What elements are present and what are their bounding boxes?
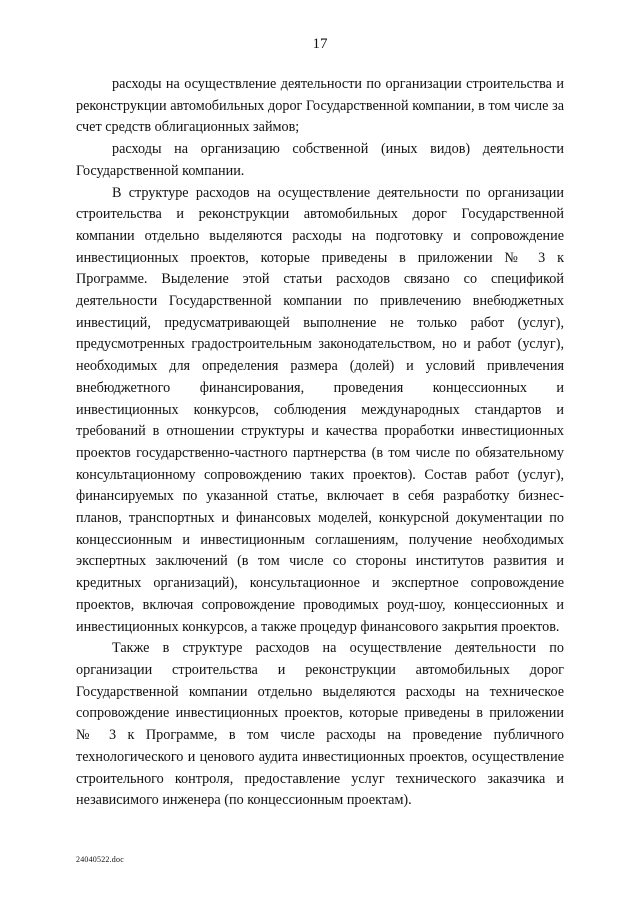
page-number: 17	[312, 36, 328, 52]
document-body	[76, 74, 564, 812]
paragraph-expenses-construction: расходы на осуществление деятельности по организации строительства и реконструкции автомобильных дорог Государственной компании, в том числе за счет средств облигационных займов;	[76, 76, 564, 136]
paragraph-expenses-own-activity: расходы на организацию собственной (иных видов) деятельности Государственной компании.	[76, 141, 564, 179]
paragraph-investment-projects-preparation: В структуре расходов на осуществление деятельности по организации строительства и реконструкции автомобильных дорог Государственной компании отдельно выделяются расходы на подготовку и сопровождение инвестиционных проектов, которые приведены в приложении № 3 к Программе. Выделение этой статьи расходов связано со спецификой деятельности Государственной компании по привлечению внебюджетных инвестиций, предусматривающей выполнение не только работ (услуг), предусмотренных градостроительным законодательством, но и работ (услуг), необходимых для определения размера (долей) и условий привлечения внебюджетного финансирования, проведения концессионных и инвестиционных конкурсов, соблюдения международных стандартов и требований в отношении структуры и качества проработки инвестиционных проектов государственно-частного партнерства (в том числе по обязательному консультационному сопровождению таких проектов). Состав работ (услуг), финансируемых по указанной статье, включает в себя разработку бизнес-планов, транспортных и финансовых моделей, конкурсной документации по концессионным и инвестиционным соглашениям, получение необходимых экспертных заключений (в том числе со стороны институтов развития и кредитных организаций), консультационное и экспертное сопровождение проектов, включая сопровождение проводимых роуд-шоу, концессионных и инвестиционных конкурсов, а также процедур финансового закрытия проектов.	[76, 184, 564, 635]
paragraph-technical-support: Также в структуре расходов на осуществление деятельности по организации строительства и реконструкции автомобильных дорог Государственной компании отдельно выделяются расходы на техническое сопровождение инвестиционных проектов, которые приведены в приложении № 3 к Программе, в том числе расходы на проведение публичного технологического и ценового аудита инвестиционных проектов, осуществление строительного контроля, предоставление услуг технического заказчика и независимого инженера (по концессионным проектам).	[76, 640, 564, 809]
document-filename: 24040522.doc	[76, 855, 124, 864]
